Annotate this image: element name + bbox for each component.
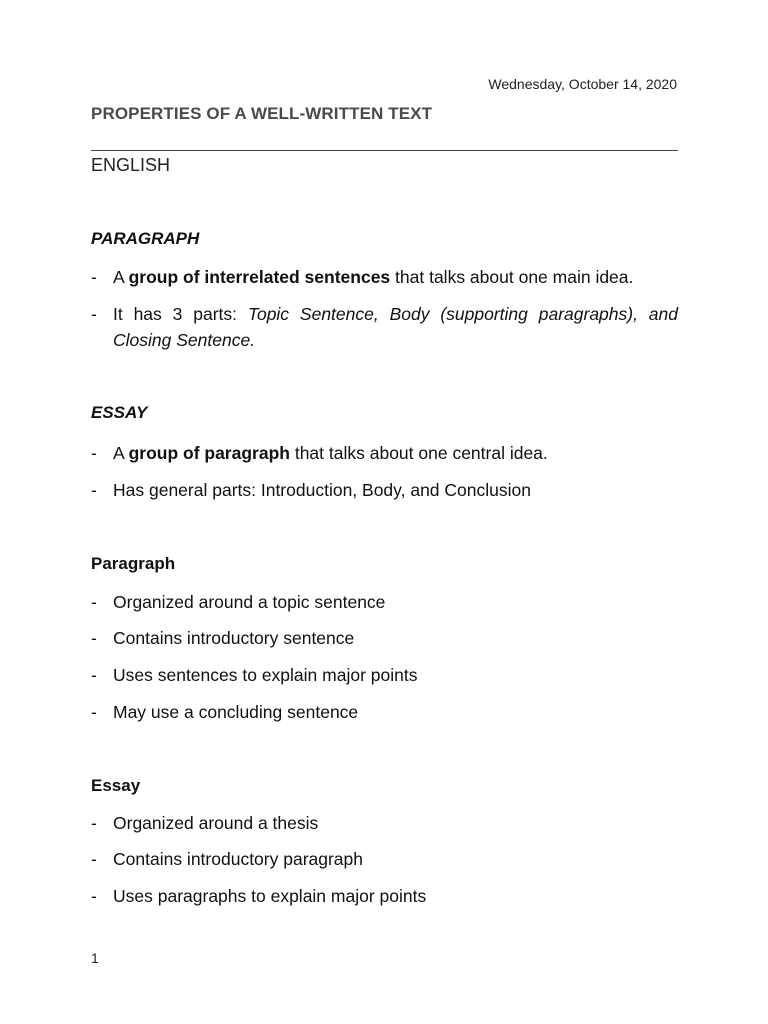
list-item [91,699,678,725]
list-item [91,846,678,872]
list-item [91,625,678,651]
bullet-dash: - [91,304,97,324]
bullet-dash: - [91,628,97,648]
document-title: PROPERTIES OF A WELL-WRITTEN TEXT [91,104,433,123]
bullet-dash: - [91,443,97,463]
list-item-text: Uses sentences to explain major points [113,665,418,685]
list-item-text: Has general parts: Introduction, Body, and Conclusion [113,480,531,500]
bullet-dash: - [91,886,97,906]
bullet-dash: - [91,480,97,500]
bullet-dash: - [91,702,97,722]
section-heading-essay-italic: ESSAY [91,403,148,422]
bullet-dash: - [91,665,97,685]
bullet-dash: - [91,267,97,287]
list-item-text: Contains introductory paragraph [113,849,364,869]
list-item [91,662,678,688]
subject-label: ENGLISH [91,155,171,175]
list-item [91,440,678,466]
list-item [91,301,678,353]
list-item [91,883,678,909]
list-item-text: Organized around a thesis [113,813,319,833]
list-item-text: Contains introductory sentence [113,628,355,648]
list-item-text: A group of paragraph that talks about one central idea. [113,443,548,463]
list-item [91,589,678,615]
list-item-text: A group of interrelated sentences that talks about one main idea. [113,267,634,287]
bullet-dash: - [91,849,97,869]
list-item-text: Uses paragraphs to explain major points [113,886,427,906]
list-item-text: Organized around a topic sentence [113,592,386,612]
list-item [91,264,678,290]
list-item-text: It has 3 parts: Topic Sentence, Body (supporting paragraphs), and Closing Sentence. [113,304,679,350]
list-item-text: May use a concluding sentence [113,702,359,722]
list-item [91,477,678,503]
section-heading-paragraph-italic: PARAGRAPH [91,229,200,248]
section-heading-essay: Essay [91,776,141,795]
bullet-dash: - [91,813,97,833]
title-divider [91,150,678,151]
section-heading-paragraph: Paragraph [91,554,176,573]
page-number: 1 [91,950,99,966]
bullet-dash: - [91,592,97,612]
list-item [91,810,678,836]
document-date: Wednesday, October 14, 2020 [488,76,677,92]
